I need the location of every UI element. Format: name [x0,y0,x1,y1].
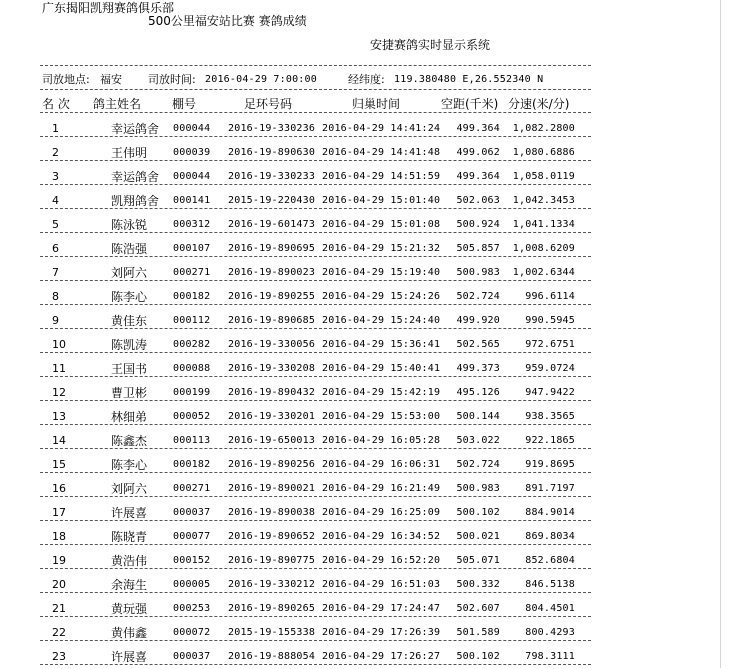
table-row [0,477,720,501]
arrival-cell: 2016-04-29 15:53:00 [322,411,441,422]
table-row [0,381,720,405]
loft-cell: 000182 [173,291,211,302]
ring-cell: 2015-19-220430 [228,195,316,206]
table-row [0,405,720,429]
distance-cell: 500.102 [456,507,500,518]
speed-cell: 852.6804 [525,555,575,566]
results-table [0,117,720,669]
owner-cell: 幸运鸽舍 [111,122,160,136]
speed-cell: 972.6751 [525,339,575,350]
col-loft: 棚号 [172,97,197,111]
speed-cell: 1,058.0119 [512,171,575,182]
col-distance: 空距(千米) [441,97,499,111]
table-row [0,573,720,597]
speed-cell: 1,080.6886 [512,147,575,158]
ring-cell: 2016-19-890652 [228,531,316,542]
ring-cell: 2016-19-330233 [228,171,316,182]
owner-cell: 陈李心 [111,458,148,472]
speed-cell: 1,042.3453 [512,195,575,206]
rank-cell: 20 [52,578,66,591]
arrival-cell: 2016-04-29 15:24:40 [322,315,441,326]
ring-cell: 2016-19-650013 [228,435,316,446]
speed-cell: 996.6114 [525,291,575,302]
ring-cell: 2016-19-890630 [228,147,316,158]
distance-cell: 499.373 [456,363,500,374]
loft-cell: 000088 [173,363,211,374]
table-row [0,501,720,525]
rank-cell: 8 [52,290,59,303]
loft-cell: 000282 [173,339,211,350]
owner-cell: 陈泳锐 [111,218,148,232]
owner-cell: 陈晓青 [111,530,148,544]
col-owner: 鸽主姓名 [93,97,142,111]
distance-cell: 500.983 [456,267,500,278]
arrival-cell: 2016-04-29 16:34:52 [322,531,441,542]
ring-cell: 2016-19-330056 [228,339,316,350]
rank-cell: 21 [52,602,66,615]
rank-cell: 18 [52,530,66,543]
loft-cell: 000044 [173,171,211,182]
rank-cell: 13 [52,410,66,423]
ring-cell: 2016-19-601473 [228,219,316,230]
loft-cell: 000037 [173,507,211,518]
distance-cell: 505.071 [456,555,500,566]
vertical-scrollbar-edge[interactable] [720,0,721,668]
club-name: 广东揭阳凯翔赛鸽俱乐部 [42,1,175,15]
loft-cell: 000199 [173,387,211,398]
arrival-cell: 2016-04-29 14:51:59 [322,171,441,182]
col-ring: 足环号码 [244,97,293,111]
rank-cell: 14 [52,434,66,447]
loft-cell: 000052 [173,411,211,422]
coords-label: 经纬度: [348,73,385,86]
rank-cell: 7 [52,266,59,279]
distance-cell: 502.724 [456,459,500,470]
distance-cell: 502.063 [456,195,500,206]
release-coords: 119.380480 E,26.552340 N [394,74,544,85]
table-header [0,97,720,111]
system-name: 安捷赛鸽实时显示系统 [370,38,491,52]
loft-cell: 000312 [173,219,211,230]
table-row [0,213,720,237]
distance-cell: 505.857 [456,243,500,254]
table-row [0,357,720,381]
speed-cell: 869.8034 [525,531,575,542]
loft-cell: 000271 [173,483,211,494]
arrival-cell: 2016-04-29 15:01:40 [322,195,441,206]
rank-cell: 17 [52,506,66,519]
rank-cell: 1 [52,122,59,135]
arrival-cell: 2016-04-29 16:06:31 [322,459,441,470]
distance-cell: 499.920 [456,315,500,326]
loft-cell: 000112 [173,315,211,326]
table-row [0,309,720,333]
table-row [0,117,720,141]
ring-cell: 2016-19-890021 [228,483,316,494]
ring-cell: 2016-19-330212 [228,579,316,590]
ring-cell: 2016-19-890775 [228,555,316,566]
ring-cell: 2016-19-890038 [228,507,316,518]
distance-cell: 499.364 [456,171,500,182]
loft-cell: 000113 [173,435,211,446]
arrival-cell: 2016-04-29 16:51:03 [322,579,441,590]
arrival-cell: 2016-04-29 14:41:48 [322,147,441,158]
arrival-cell: 2016-04-29 16:25:09 [322,507,441,518]
release-location-label: 司放地点: [42,73,90,86]
ring-cell: 2016-19-890256 [228,459,316,470]
release-time-label: 司放时间: [148,73,196,86]
speed-cell: 1,041.1334 [512,219,575,230]
owner-cell: 许展喜 [111,506,148,520]
col-speed: 分速(米/分) [508,97,570,111]
loft-cell: 000152 [173,555,211,566]
ring-cell: 2015-19-155338 [228,627,316,638]
arrival-cell: 2016-04-29 15:42:19 [322,387,441,398]
arrival-cell: 2016-04-29 16:52:20 [322,555,441,566]
arrival-cell: 2016-04-29 15:01:08 [322,219,441,230]
loft-cell: 000037 [173,651,211,662]
owner-cell: 凯翔鸽舍 [111,194,160,208]
speed-cell: 804.4501 [525,603,575,614]
table-row [0,549,720,573]
distance-cell: 502.607 [456,603,500,614]
arrival-cell: 2016-04-29 17:26:27 [322,651,441,662]
ring-cell: 2016-19-890432 [228,387,316,398]
rank-cell: 23 [52,650,66,663]
divider-header [40,112,591,113]
rank-cell: 6 [52,242,59,255]
col-rank: 名 次 [42,97,70,111]
rank-cell: 2 [52,146,59,159]
speed-cell: 919.8695 [525,459,575,470]
rank-cell: 10 [52,338,66,351]
rank-cell: 9 [52,314,59,327]
divider-info [40,89,591,90]
rank-cell: 19 [52,554,66,567]
owner-cell: 黄伟鑫 [111,626,148,640]
rank-cell: 22 [52,626,66,639]
owner-cell: 陈李心 [111,290,148,304]
race-title: 500公里福安站比赛 赛鸽成绩 [148,14,307,28]
distance-cell: 500.983 [456,483,500,494]
table-row [0,597,720,621]
speed-cell: 947.9422 [525,387,575,398]
speed-cell: 800.4293 [525,627,575,638]
distance-cell: 500.924 [456,219,500,230]
owner-cell: 刘阿六 [111,482,148,496]
arrival-cell: 2016-04-29 17:26:39 [322,627,441,638]
owner-cell: 黄浩伟 [111,554,148,568]
rank-cell: 11 [52,362,66,375]
release-location: 福安 [100,73,122,86]
arrival-cell: 2016-04-29 15:24:26 [322,291,441,302]
distance-cell: 500.021 [456,531,500,542]
distance-cell: 502.724 [456,291,500,302]
speed-cell: 846.5138 [525,579,575,590]
table-row [0,285,720,309]
owner-cell: 陈凯涛 [111,338,148,352]
table-row [0,621,720,645]
distance-cell: 499.062 [456,147,500,158]
table-row [0,453,720,477]
owner-cell: 林细弟 [111,410,148,424]
distance-cell: 501.589 [456,627,500,638]
ring-cell: 2016-19-890255 [228,291,316,302]
arrival-cell: 2016-04-29 15:21:32 [322,243,441,254]
distance-cell: 499.364 [456,123,500,134]
table-row [0,141,720,165]
arrival-cell: 2016-04-29 14:41:24 [322,123,441,134]
rank-cell: 12 [52,386,66,399]
speed-cell: 938.3565 [525,411,575,422]
distance-cell: 495.126 [456,387,500,398]
speed-cell: 1,002.6344 [512,267,575,278]
ring-cell: 2016-19-890265 [228,603,316,614]
owner-cell: 黄佳东 [111,314,148,328]
table-row [0,525,720,549]
distance-cell: 500.102 [456,651,500,662]
loft-cell: 000039 [173,147,211,158]
ring-cell: 2016-19-330236 [228,123,316,134]
ring-cell: 2016-19-890023 [228,267,316,278]
table-row [0,333,720,357]
owner-cell: 曹卫彬 [111,386,148,400]
distance-cell: 500.144 [456,411,500,422]
speed-cell: 884.9014 [525,507,575,518]
speed-cell: 891.7197 [525,483,575,494]
ring-cell: 2016-19-330208 [228,363,316,374]
rank-cell: 5 [52,218,59,231]
table-row [0,237,720,261]
divider-top [40,65,591,66]
owner-cell: 陈鑫杰 [111,434,148,448]
arrival-cell: 2016-04-29 15:36:41 [322,339,441,350]
table-row [0,429,720,453]
arrival-cell: 2016-04-29 16:21:49 [322,483,441,494]
owner-cell: 余海生 [111,578,148,592]
owner-cell: 许展喜 [111,650,148,664]
col-arrival: 归巢时间 [352,97,401,111]
owner-cell: 刘阿六 [111,266,148,280]
table-row [0,165,720,189]
arrival-cell: 2016-04-29 15:40:41 [322,363,441,374]
distance-cell: 500.332 [456,579,500,590]
loft-cell: 000141 [173,195,211,206]
distance-cell: 502.565 [456,339,500,350]
release-time: 2016-04-29 7:00:00 [205,74,317,85]
rank-cell: 15 [52,458,66,471]
owner-cell: 黄玩强 [111,602,148,616]
speed-cell: 798.3111 [525,651,575,662]
distance-cell: 503.022 [456,435,500,446]
owner-cell: 王国书 [111,362,148,376]
ring-cell: 2016-19-890695 [228,243,316,254]
arrival-cell: 2016-04-29 15:19:40 [322,267,441,278]
speed-cell: 959.0724 [525,363,575,374]
table-row [0,261,720,285]
speed-cell: 1,008.6209 [512,243,575,254]
loft-cell: 000072 [173,627,211,638]
owner-cell: 王伟明 [111,146,148,160]
loft-cell: 000271 [173,267,211,278]
arrival-cell: 2016-04-29 16:05:28 [322,435,441,446]
speed-cell: 922.1865 [525,435,575,446]
loft-cell: 000005 [173,579,211,590]
rank-cell: 16 [52,482,66,495]
speed-cell: 990.5945 [525,315,575,326]
loft-cell: 000182 [173,459,211,470]
ring-cell: 2016-19-330201 [228,411,316,422]
speed-cell: 1,082.2800 [512,123,575,134]
rank-cell: 3 [52,170,59,183]
loft-cell: 000107 [173,243,211,254]
ring-cell: 2016-19-890685 [228,315,316,326]
table-row [0,645,720,669]
owner-cell: 陈浩强 [111,242,148,256]
arrival-cell: 2016-04-29 17:24:47 [322,603,441,614]
rank-cell: 4 [52,194,59,207]
table-row [0,189,720,213]
loft-cell: 000253 [173,603,211,614]
owner-cell: 幸运鸽舍 [111,170,160,184]
loft-cell: 000077 [173,531,211,542]
ring-cell: 2016-19-888054 [228,651,316,662]
loft-cell: 000044 [173,123,211,134]
